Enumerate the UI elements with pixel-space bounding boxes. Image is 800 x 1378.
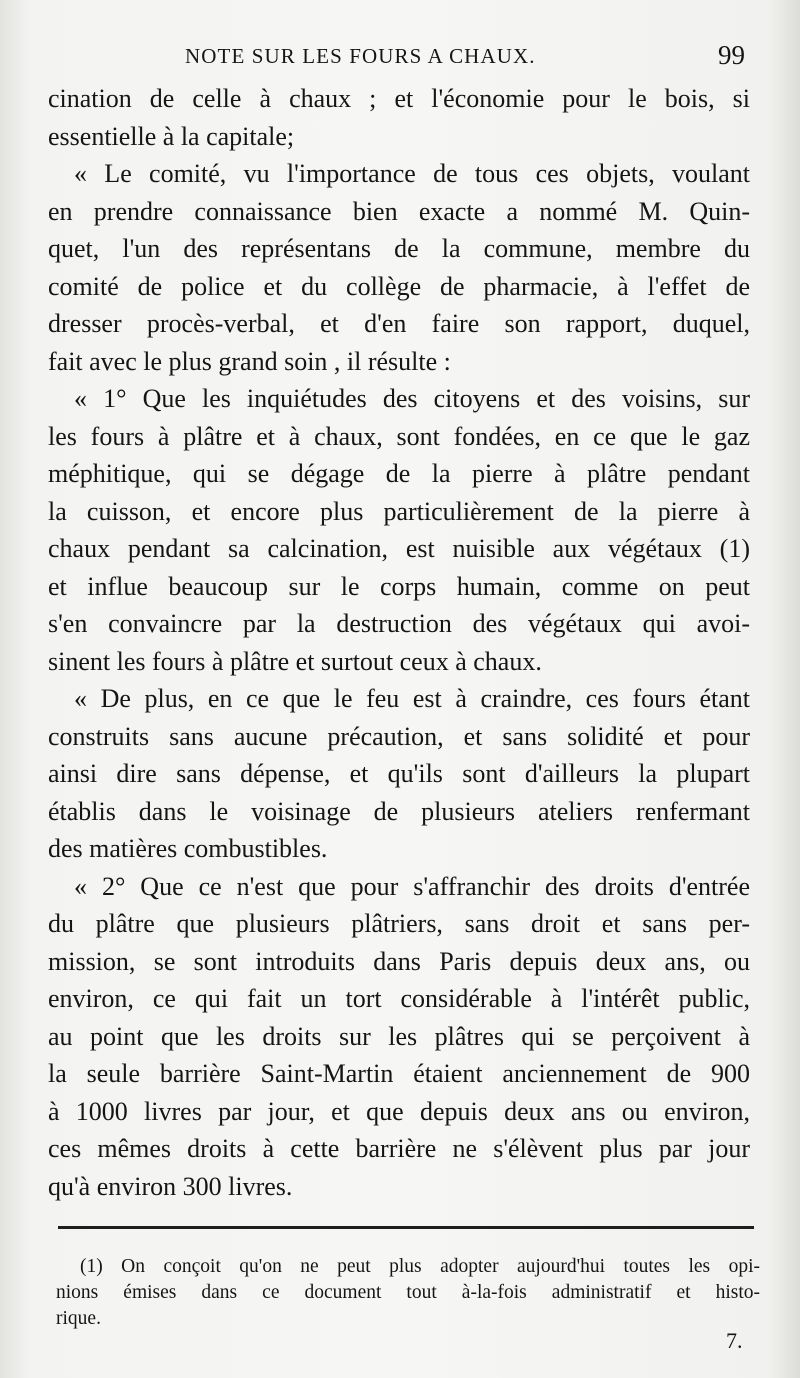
text-line-3: « Le comité, vu l'importance de tous ces objets, voulant <box>74 159 750 188</box>
footnote-line-2: nions émises dans ce document tout à-la-fois administratif et histo- <box>56 1282 760 1303</box>
footnote-line-3: rique. <box>56 1308 101 1329</box>
text-line-16: sinent les fours à plâtre et surtout ceux à chaux. <box>48 646 542 676</box>
text-line-26: au point que les droits sur les plâtres qui se perçoivent à <box>48 1021 750 1051</box>
text-line-28: à 1000 livres par jour, et que depuis deux ans ou environ, <box>48 1096 750 1126</box>
text-line-23: du plâtre que plusieurs plâtriers, sans droit et sans per- <box>48 909 750 938</box>
text-line-10: les fours à plâtre et à chaux, sont fondées, en ce que le gaz <box>48 421 750 451</box>
footnote-line-1: (1) On conçoit qu'on ne peut plus adopter aujourd'hui toutes les opi- <box>80 1256 760 1277</box>
page-number: 99 <box>718 40 745 70</box>
signature-mark: 7. <box>726 1328 743 1353</box>
text-line-4: en prendre connaissance bien exacte a nommé M. Quin- <box>48 196 750 226</box>
running-head: NOTE SUR LES FOURS A CHAUX. <box>185 44 536 68</box>
text-line-12: la cuisson, et encore plus particulièrement de la pierre à <box>48 496 750 526</box>
text-line-25: environ, ce qui fait un tort considérable à l'intérêt public, <box>48 984 750 1013</box>
text-line-22: « 2° Que ce n'est que pour s'affranchir des droits d'entrée <box>74 871 750 901</box>
text-line-8: fait avec le plus grand soin , il résulte : <box>48 346 451 376</box>
text-line-17: « De plus, en ce que le feu est à craindre, ces fours étant <box>74 684 750 713</box>
text-line-18: construits sans aucune précaution, et sans solidité et pour <box>48 721 750 751</box>
text-line-7: dresser procès-verbal, et d'en faire son rapport, duquel, <box>48 309 750 338</box>
text-line-30: qu'à environ 300 livres. <box>48 1171 293 1201</box>
text-line-1: cination de celle à chaux ; et l'économie pour le bois, si <box>48 84 750 113</box>
footnote-rule <box>58 1226 754 1229</box>
text-line-29: ces mêmes droits à cette barrière ne s'élèvent plus par jour <box>48 1134 750 1163</box>
text-line-24: mission, se sont introduits dans Paris depuis deux ans, ou <box>48 946 750 976</box>
text-line-5: quet, l'un des représentans de la commune, membre du <box>48 234 750 263</box>
text-line-15: s'en convaincre par la destruction des végétaux qui avoi- <box>48 609 750 638</box>
text-line-11: méphitique, qui se dégage de la pierre à plâtre pendant <box>48 459 750 488</box>
page-header <box>185 40 745 74</box>
text-line-2: essentielle à la capitale; <box>48 121 295 151</box>
text-line-6: comité de police et du collège de pharmacie, à l'effet de <box>48 271 750 301</box>
text-line-13: chaux pendant sa calcination, est nuisible aux végétaux (1) <box>48 534 750 563</box>
text-line-9: « 1° Que les inquiétudes des citoyens et des voisins, sur <box>74 384 750 413</box>
text-line-19: ainsi dire sans dépense, et qu'ils sont d'ailleurs la plupart <box>48 759 750 788</box>
text-line-21: des matières combustibles. <box>48 834 328 863</box>
text-line-27: la seule barrière Saint-Martin étaient anciennement de 900 <box>48 1059 750 1088</box>
text-line-20: établis dans le voisinage de plusieurs ateliers renfermant <box>48 796 750 826</box>
text-line-14: et influe beaucoup sur le corps humain, comme on peut <box>48 571 750 601</box>
footnote <box>56 1254 760 1332</box>
body-text <box>48 80 750 1205</box>
